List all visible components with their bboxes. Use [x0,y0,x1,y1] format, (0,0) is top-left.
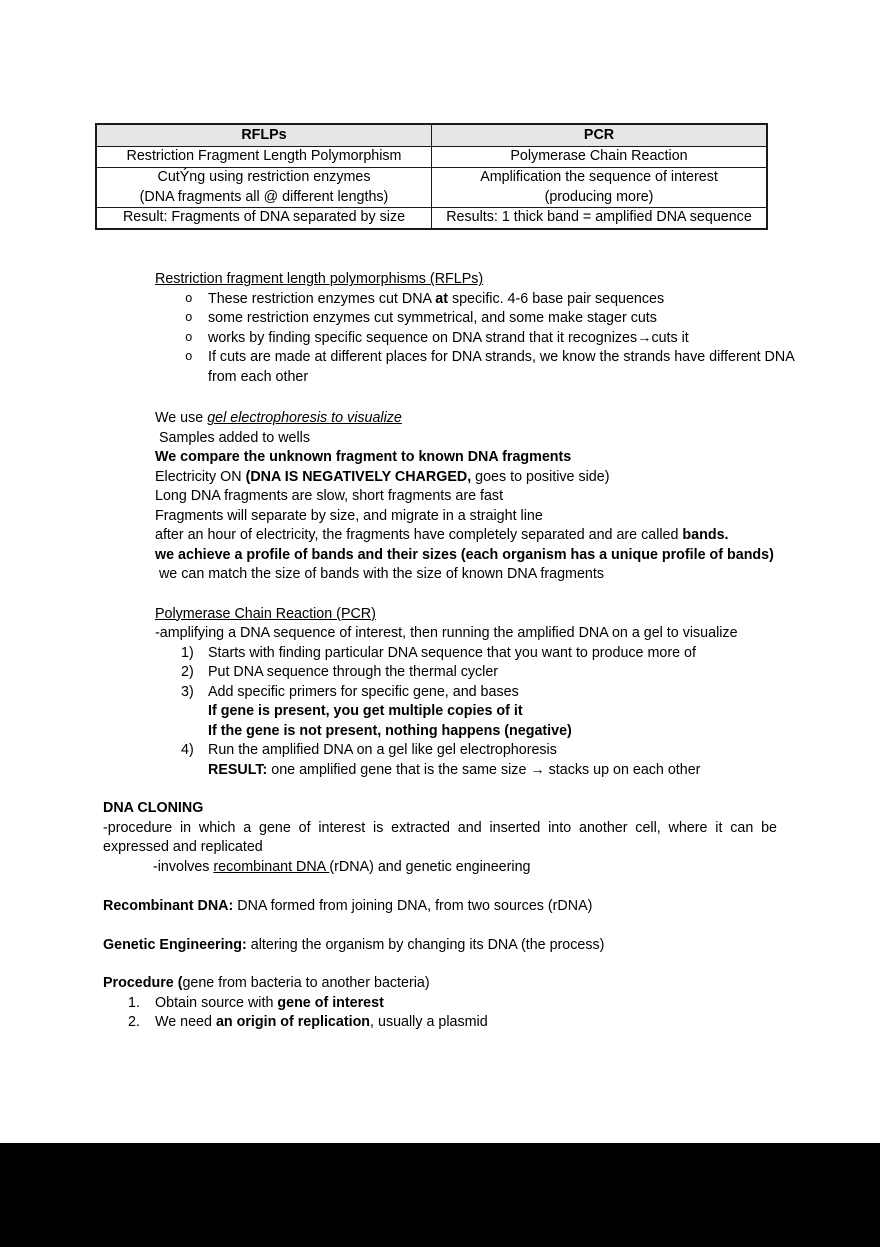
text-segment: altering the organism by changing its DNA (the process) [246,936,605,953]
text-segment: goes to positive side) [471,468,610,485]
text-segment: some restriction enzymes cut symmetrical, and some make stager cuts [208,310,657,327]
text-segment: Put DNA sequence through the thermal cycler [208,664,499,681]
item-number: 2. [128,1014,140,1031]
text-segment: gene of interest [277,994,384,1011]
bullet-text [208,348,805,387]
text-segment: an origin of replication [215,1014,371,1031]
table-header-row [96,124,767,147]
item-subtext [208,761,805,781]
involves-line [153,858,777,878]
bullet-item [155,348,805,387]
text-segment: → [530,761,545,778]
item-number: 1) [181,644,194,661]
bullet-text [208,290,664,310]
cell-text: CutÝng using restriction enzymes [157,168,371,185]
text-segment: at [435,290,448,307]
item-subtext [208,722,805,742]
cell-text: Results: 1 thick band = amplified DNA sequence [446,209,752,226]
table-cell [96,147,432,168]
text-segment: Genetic Engineering: [103,936,247,953]
table-cell [432,208,768,229]
genetic-engineering-definition [103,936,777,956]
text-segment: We compare the unknown fragment to known DNA fragments [155,449,572,466]
text-segment: Fragments will separate by size, and migrate in a straight line [155,507,543,524]
procedure-item [103,994,777,1014]
table-cell [432,147,768,168]
text-segment: Obtain source with [155,994,278,1011]
numbered-item [155,663,805,683]
rflp-section-heading: Restriction fragment length polymorphisms (RFLPs) [155,271,484,288]
text-segment: Run the amplified DNA on a gel like gel electrophoresis [208,742,557,759]
text-segment: Samples added to wells [155,429,310,446]
item-subtext [208,702,805,722]
bullet-item [155,329,805,349]
text-line [155,487,805,507]
definition-text [103,897,777,917]
text-line [155,546,805,566]
dna-cloning-section [103,799,781,877]
cell-text: (DNA fragments all @ different lengths) [139,188,389,205]
cell-text: Amplification the sequence of interest [480,168,718,185]
table-header-pcr: PCR [432,124,768,147]
text-segment: recombinant DNA [213,858,330,875]
bullet-text [208,309,657,329]
text-segment: works by finding specific sequence on DNA strand that it recognizes [208,329,638,346]
cell-text: (producing more) [544,188,654,205]
dna-cloning-title: DNA CLONING [103,800,204,817]
procedure-section [103,974,777,1033]
text-segment: we achieve a profile of bands and their sizes (each organism has a unique profile of bands) [155,546,774,563]
text-segment: DNA formed from joining DNA, from two sources (rDNA) [233,898,593,915]
pcr-section [155,605,805,781]
text-line [155,409,805,429]
definition-text [103,936,777,956]
text-segment: specific. 4-6 base pair sequences [447,290,665,307]
bullet-marker: o [185,291,193,306]
text-segment: → [637,329,652,346]
text-line [155,526,805,546]
cell-text: Restriction Fragment Length Polymorphism [126,148,402,164]
bullet-item [155,290,805,310]
text-segment: after an hour of electricity, the fragments have completely separated and are called [155,527,683,544]
text-segment: We use [155,410,208,427]
text-segment: gel electrophoresis to visualize [207,410,402,427]
item-text [208,683,519,703]
table-row [96,208,767,229]
dna-cloning-paragraph [103,819,781,858]
table-row [96,147,767,168]
page-bottom-black-bar [0,1143,880,1247]
item-number: 2) [181,664,194,681]
text-segment: one amplified gene that is the same size [267,761,531,778]
text-segment: If the gene is not present, nothing happens (negative) [208,722,572,739]
table-cell [96,167,432,208]
text-segment: Add specific primers for specific gene, and bases [208,683,519,700]
text-segment: Long DNA fragments are slow, short fragments are fast [155,488,504,505]
item-number: 4) [181,742,194,759]
bullet-marker: o [185,330,193,345]
item-number: 3) [181,683,194,700]
text-segment: We need [155,1014,216,1031]
numbered-item [155,644,805,664]
numbered-item [155,683,805,703]
procedure-heading [103,974,777,994]
pcr-intro [155,624,805,644]
item-text [208,644,696,664]
text-segment: If cuts are made at different places for DNA strands, we know the strands have different DNA from each other [208,349,798,385]
text-segment: Recombinant DNA: [103,898,234,915]
text-segment: we can match the size of bands with the size of known DNA fragments [155,566,604,583]
item-text [208,663,498,683]
bullet-marker: o [185,350,193,365]
table-cell [432,167,768,208]
table-cell [96,208,432,229]
bullet-item [155,309,805,329]
item-text [155,994,384,1014]
text-segment: -involves [153,858,214,875]
numbered-item [155,741,805,761]
rflp-section [155,270,805,387]
text-segment: (rDNA) and genetic engineering [329,858,531,875]
text-segment: (DNA IS NEGATIVELY CHARGED, [245,468,472,485]
item-text [208,741,557,761]
bullet-marker: o [185,311,193,326]
text-line [155,565,805,585]
text-segment: If gene is present, you get multiple copies of it [208,703,523,720]
text-segment: -procedure in which a gene of interest is extracted and inserted into another cell, where it can be expressed and replicated [103,819,781,856]
text-segment: gene from bacteria to another bacteria) [182,975,430,992]
item-number: 1. [128,994,140,1011]
cell-text: Polymerase Chain Reaction [510,148,688,164]
rflp-pcr-comparison-table [95,123,768,230]
recombinant-dna-definition [103,897,777,917]
text-segment: -amplifying a DNA sequence of interest, then running the amplified DNA on a gel to visualize [155,625,738,642]
text-segment: These restriction enzymes cut DNA [208,290,436,307]
table-row [96,167,767,208]
text-segment: cuts it [651,329,689,346]
text-segment: Starts with finding particular DNA sequence that you want to produce more of [208,644,696,661]
text-segment: , usually a plasmid [370,1014,488,1031]
text-line [155,507,805,527]
text-segment: stacks up on each other [544,761,701,778]
text-segment: RESULT: [208,761,268,778]
text-line [155,429,805,449]
pcr-section-heading: Polymerase Chain Reaction (PCR) [155,605,376,622]
text-segment: Procedure ( [103,975,183,992]
text-segment: bands. [682,527,729,544]
procedure-item [103,1013,777,1033]
cell-text: Result: Fragments of DNA separated by size [122,209,406,226]
table-header-rflps: RFLPs [96,124,432,147]
bullet-text [208,329,689,349]
text-segment: Electricity ON [155,468,246,485]
item-text [155,1013,488,1033]
text-line [155,448,805,468]
text-line [155,468,805,488]
gel-electrophoresis-section [155,409,805,585]
